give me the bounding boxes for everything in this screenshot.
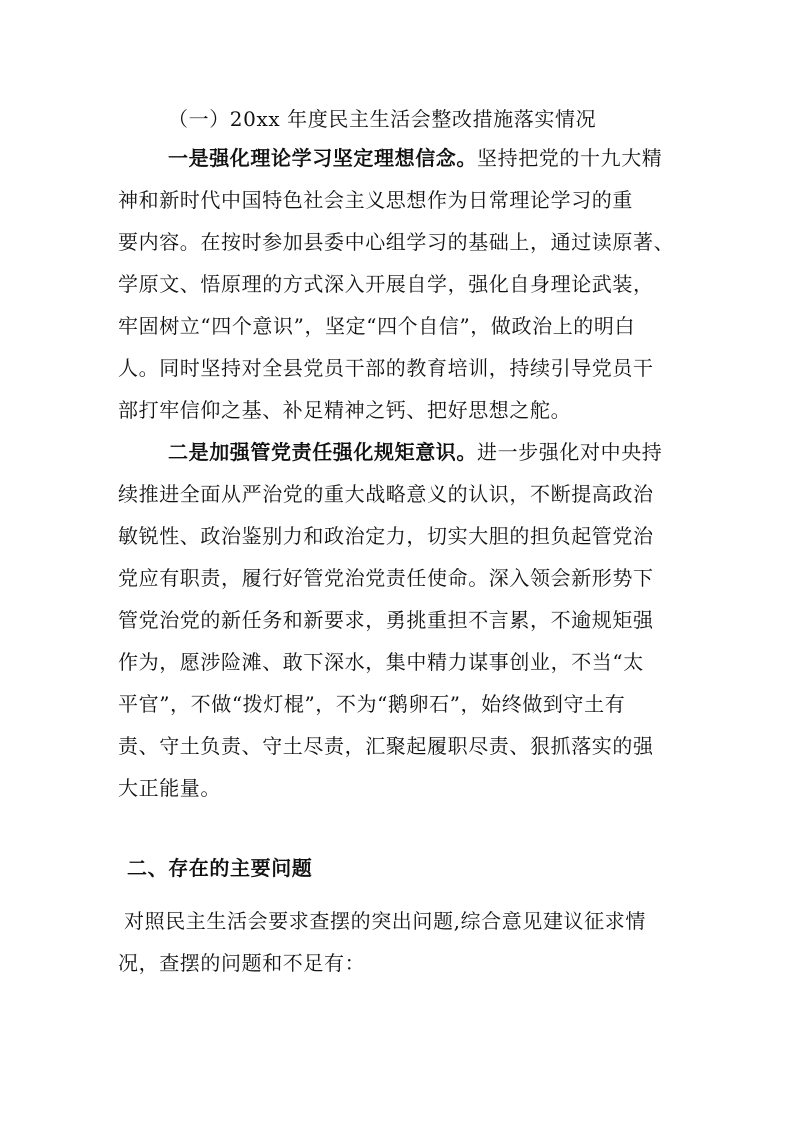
paragraph-1-line-2: 神和新时代中国特色社会主义思想作为日常理论学习的重 xyxy=(118,188,633,212)
paragraph-3-line-1: 对照民主生活会要求查摆的突出问题,综合意见建议征求情 xyxy=(124,909,646,933)
subsection-heading: （一）20xx 年度民主生活会整改措施落实情况 xyxy=(168,107,597,131)
paragraph-2-line-5: 管党治党的新任务和新要求，勇挑重担不言累，不逾规矩强 xyxy=(118,608,654,632)
paragraph-1-line-1 xyxy=(168,145,662,171)
paragraph-2-line-8: 责、守土负责、守土尽责，汇聚起履职尽责、狠抓落实的强 xyxy=(118,734,654,758)
paragraph-3-line-2: 况，查摆的问题和不足有： xyxy=(118,951,366,975)
paragraph-2-line-6: 作为，愿涉险滩、敢下深水，集中精力谋事创业，不当“太 xyxy=(118,650,644,674)
paragraph-1-line-1-text: 坚持把党的十九大精 xyxy=(477,146,663,170)
paragraph-2-line-4: 党应有职责，履行好管党治党责任使命。深入领会新形势下 xyxy=(118,566,654,590)
paragraph-1-line-3: 要内容。在按时参加县委中心组学习的基础上，通过读原著、 xyxy=(118,230,675,254)
paragraph-1-line-7: 部打牢信仰之基、补足精神之钙、把好思想之舵。 xyxy=(118,398,572,422)
paragraph-1-line-4: 学原文、悟原理的方式深入开展自学，强化自身理论武装， xyxy=(118,272,654,296)
paragraph-2-line-7: 平官”，不做“拨灯棍”，不为“鹅卵石”，始终做到守土有 xyxy=(118,692,626,716)
paragraph-2-line-1-text: 进一步强化对中央持 xyxy=(477,440,663,464)
paragraph-2-line-9: 大正能量。 xyxy=(118,776,221,800)
paragraph-2-line-1 xyxy=(168,439,662,465)
paragraph-2-lead: 二是加强管党责任强化规矩意识。 xyxy=(168,440,477,464)
paragraph-2-line-3: 敏锐性、政治鉴别力和政治定力，切实大胆的担负起管党治 xyxy=(118,524,654,548)
section-heading: 二、存在的主要问题 xyxy=(127,856,313,880)
paragraph-1-line-6: 人。同时坚持对全县党员干部的教育培训，持续引导党员干 xyxy=(118,356,654,380)
paragraph-1-lead: 一是强化理论学习坚定理想信念。 xyxy=(168,146,477,170)
paragraph-2-line-2: 续推进全面从严治党的重大战略意义的认识，不断提高政治 xyxy=(118,482,654,506)
paragraph-1-line-5: 牢固树立“四个意识”，坚定“四个自信”，做政治上的明白 xyxy=(118,314,636,338)
